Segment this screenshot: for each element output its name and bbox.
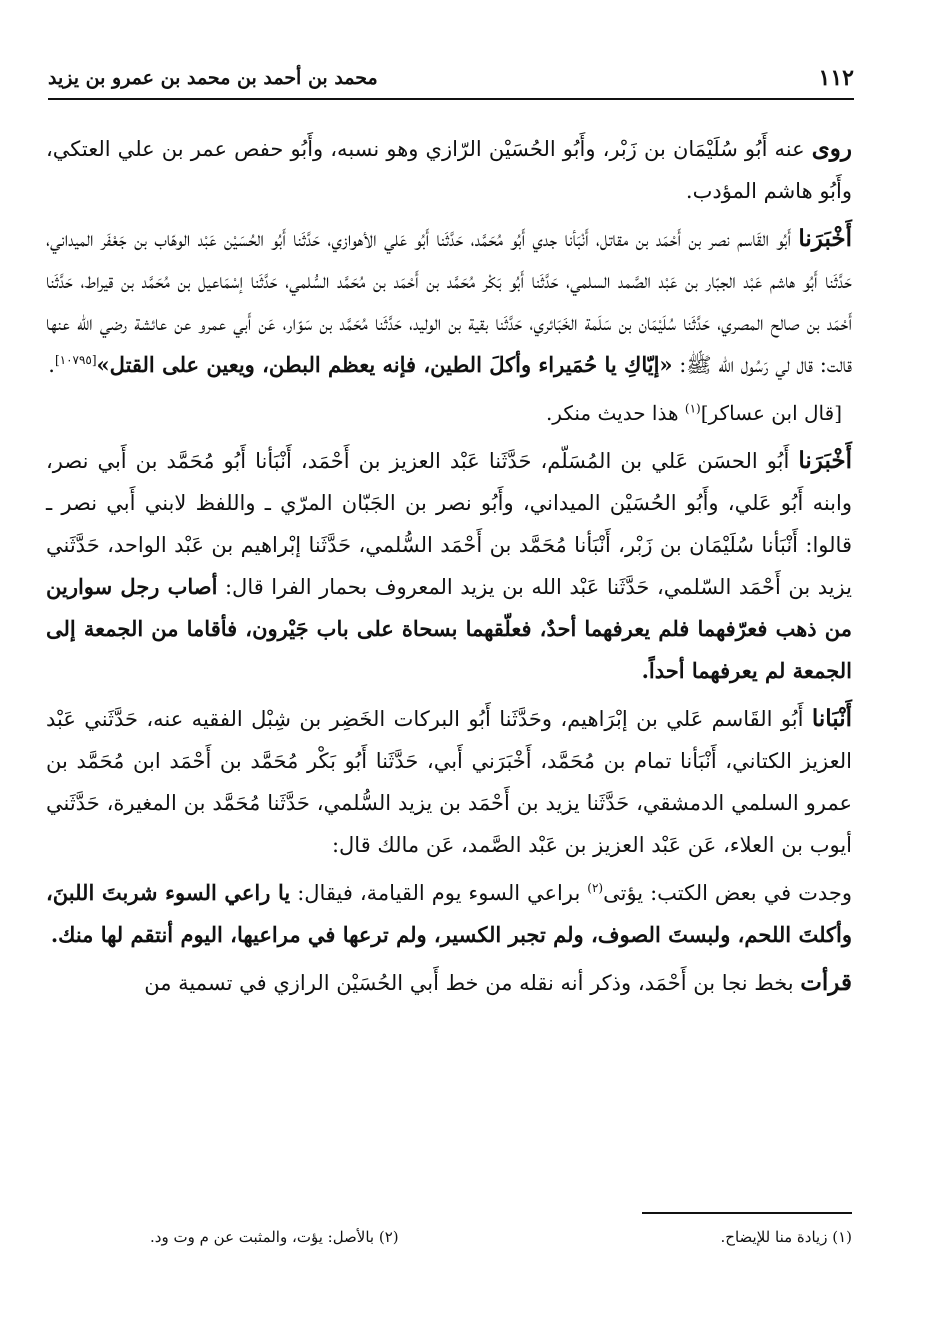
paragraph-text: أَبُو الحسَن عَلي بن المُسَلّم، حَدَّثَنا عَبْد العزيز بن أَحْمَد، أَنْبَأنا أَبُو مُحَمَّد بن أَبي نصر، وابنه أَبُو عَلي، وأَبُو الحُسَيْن الميداني، وأَبُو نصر بن الجَبّان المرّي ـ واللفظ لابني أَبي نصر ـ قالوا: أَنْبَأنا سُلَيْمَان بن زَبْر، أَنْبَأنا مُحَمَّد بن أَحْمَد السُّلمي، حَدَّثَنا إبْراهيم بن عَبْد الواحد، حَدَّثَني يزيد بن أَحْمَد السّلمي، حَدَّثَنا عَبْد الله بن يزيد المعروف بحمار الفرا قال: bbox=[46, 449, 852, 599]
quote-text: يا راعي السوء شربتَ اللبنَ، وأكلتَ اللحم، ولبستَ الصوف، ولم تجبر الكسير، ولم ترعها في مراعيها، اليوم أنتقم لها منك. bbox=[46, 880, 852, 947]
paragraph-6 bbox=[46, 962, 852, 1004]
keyword: أَخْبَرَنا bbox=[798, 447, 852, 474]
keyword: روى bbox=[811, 135, 852, 162]
paragraph-5 bbox=[46, 872, 852, 956]
keyword: قرأت bbox=[800, 969, 852, 996]
hadith-quote: «إيّاكِ يا حُمَيراء وأكلَ الطين، فإنه يعظم البطن، ويعين على القتل» bbox=[96, 352, 673, 377]
paragraph-text: وجدت في بعض الكتب: يؤتى bbox=[603, 881, 852, 905]
editor-note bbox=[46, 392, 852, 434]
paragraph-text: بخط نجا بن أَحْمَد، وذكر أنه نقله من خط أَبي الحُسَيْن الرازي في تسمية من bbox=[144, 971, 801, 995]
keyword: أَنْبَانا bbox=[811, 705, 852, 732]
note-rest: هذا حديث منكر. bbox=[545, 401, 685, 425]
paragraph-4 bbox=[46, 698, 852, 866]
paragraph-rest: براعي السوء يوم القيامة، فيقال: bbox=[290, 881, 588, 905]
paragraph-text: أَبُو القَاسم عَلي بن إبْرَاهيم، وحَدَّثَنا أَبُو البركات الخَضِر بن شِبْل الفقيه عنه، حَدَّثَني عَبْد العزيز الكتاني، أَنْبَأنا تمام بن مُحَمَّد، أَخْبَرَني أَبي، حَدَّثَنا أَبُو بَكْر مُحَمَّد بن أَحْمَد ابن مُحَمَّد بن عمرو السلمي الدمشقي، حَدَّثَنا يزيد بن أَحْمَد بن يزيد السُّلمي، حَدَّثَنا مُحَمَّد بن المغيرة، حَدَّثَني أيوب بن العلاء، عَن عَبْد العزيز بن عَبْد الصَّمد، عَن مالك قال: bbox=[46, 707, 852, 857]
keyword: أَخْبَرَنا bbox=[798, 225, 852, 252]
period: . bbox=[48, 353, 55, 377]
page-number: ١١٢ bbox=[818, 65, 854, 91]
quote-text: أصاب رجل سوارين من ذهب فعرّفهما فلم يعرفهما أحدٌ، فعلّقهما بسحاة على باب جَيْرون، فأقاما من الجمعة إلى الجمعة لم يعرفهما أحداً. bbox=[46, 574, 852, 683]
footnotes bbox=[150, 1228, 852, 1246]
paragraph-text: أَبُو القَاسم نصر بن أَحْمَد بن مقاتل، أَنْبَأنا جدي أَبُو مُحَمَّد، حَدَّثَنا أَبُو عَلي الأهوازي، حَدَّثَنا أَبُو الحُسَيْن عَبْد الوهّاب بن جَعْفَر الميداني، حَدَّثَنا أَبُو هاشم عَبْد الجبّار بن عَبْد الصَّمد السلمي، حَدَّثَنا أَبُو بَكْر مُحَمَّد بن أَحْمَد بن مُحَمَّد السُّلمي، حَدَّثَنا إسْمَاعيل بن مُحَمَّد بن قيراط، حَدَّثَنا أَحْمَد بن صالح المصري، حَدَّثَنا سُلَيْمَان بن سَلَمة الخَبَائري، حَدَّثَنا بقية بن الوليد، حَدَّثَنا مُحَمَّد بن سَوّار، عَن أَبي عمرو عن عائشة رضي الله عنها قالت: قال لي رَسُول الله ﷺ: bbox=[46, 227, 852, 377]
main-text bbox=[46, 128, 852, 1010]
paragraph-text: عنه أَبُو سُلَيْمَان بن زَبْر، وأَبُو الحُسَيْن الرّازي وهو نسبه، وأَبُو حفص عمر بن علي العتكي، وأَبُو هاشم المؤدب. bbox=[46, 137, 852, 203]
footnote-1: (١) زيادة منا للإيضاح. bbox=[720, 1228, 852, 1246]
running-title: محمد بن أحمد بن محمد بن عمرو بن يزيد bbox=[48, 67, 378, 89]
paragraph-1 bbox=[46, 128, 852, 212]
paragraph-3 bbox=[46, 440, 852, 692]
hadith-number: [١٠٧٩٥] bbox=[54, 353, 97, 367]
footnote-2: (٢) بالأصل: يؤت، والمثبت عن م وت ود. bbox=[150, 1228, 399, 1246]
footnote-marker-1: (١) bbox=[684, 401, 701, 416]
note-text: [قال ابن عساكر] bbox=[700, 401, 842, 425]
page-header bbox=[48, 58, 854, 100]
footnote-separator bbox=[642, 1212, 852, 1214]
footnote-marker-2: (٢) bbox=[587, 881, 604, 895]
paragraph-2 bbox=[46, 218, 852, 386]
